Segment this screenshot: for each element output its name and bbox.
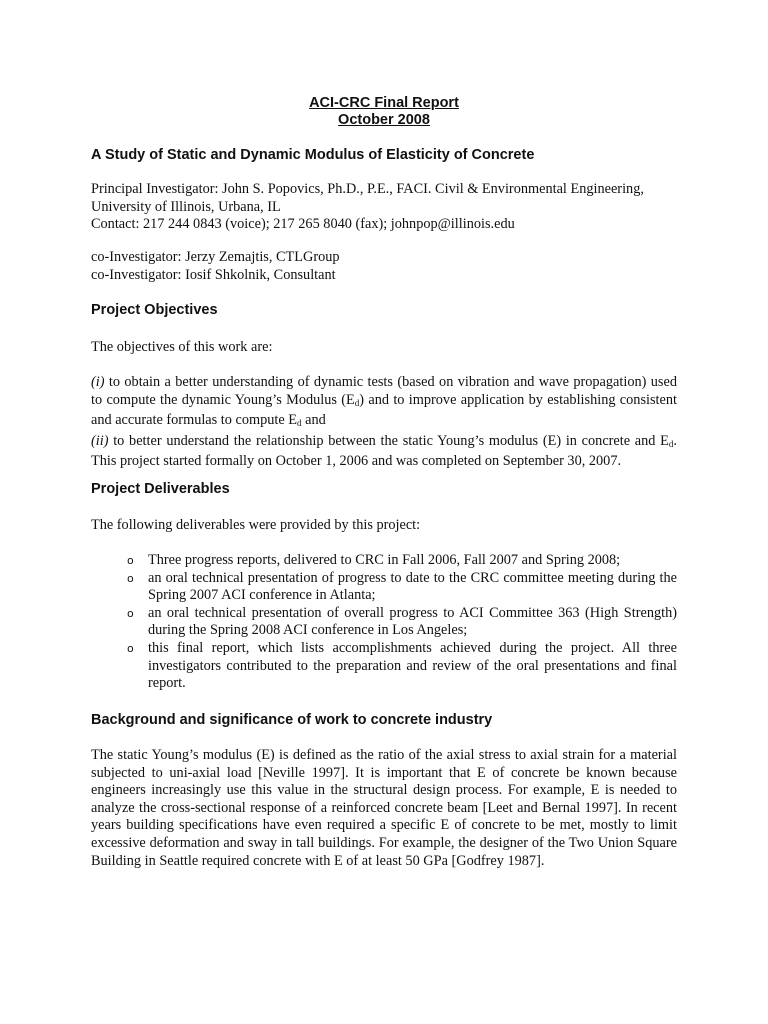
objective-i-text-b: ) and to improve application by establishing consistent and accurate formulas to compute E [91,391,677,429]
bullet-icon: o [127,571,134,585]
list-item-text: an oral technical presentation of progress to date to the CRC committee meeting during the Spring 2007 ACI conference in Atlanta; [148,569,677,604]
bullet-icon: o [127,641,134,655]
subscript-d: d [668,438,674,449]
objectives-intro: The objectives of this work are: [91,339,273,355]
objective-ii-label: (ii) [91,432,109,449]
principal-investigator [91,181,677,234]
bullet-icon: o [127,554,134,567]
background-paragraph: The static Young’s modulus (E) is defined as the ratio of the axial stress to axial strain for a material subjected to uni-axial load [Neville 1997]. It is important that E of concrete be known because engineers increasingly use this value in the structural design process. For example, E is needed to analyze the cross-sectional response of a reinforced concrete beam [Leet and Bernal 1997]. In recent years building specifications have even required a specific E of concrete to be met, mostly to limit excessive deformation and sway in tall buildings. For example, the designer of the Two Union Square Building in Seattle required concrete with E of at least 50 GPa [Godfrey 1987]. [91,747,677,869]
subscript-d: d [354,397,360,408]
objectives-body [91,374,677,471]
contact-line: Contact: 217 244 0843 (voice); 217 265 8040 (fax); johnpop@illinois.edu [91,216,515,233]
list-item-text: an oral technical presentation of overall progress to ACI Committee 363 (High Strength) during the Spring 2008 ACI conference in Los Angeles; [148,604,677,639]
deliverables-heading: Project Deliverables [91,481,230,497]
background-heading: Background and significance of work to concrete industry [91,712,493,728]
co-investigator-2: co-Investigator: Iosif Shkolnik, Consultant [91,266,336,283]
co-investigators [91,249,677,284]
deliverables-list-wrap [91,552,677,693]
list-item-text: Three progress reports, delivered to CRC in Fall 2006, Fall 2007 and Spring 2008; [148,552,621,568]
deliverables-list [91,552,677,693]
deliverables-intro: The following deliverables were provided by this project: [91,517,421,533]
objective-ii-text-b: . This project started formally on October 1, 2006 and was completed on September 30, 2007. [91,432,677,470]
document-title: A Study of Static and Dynamic Modulus of Elasticity of Concrete [91,147,535,163]
principal-line-1: Principal Investigator: John S. Popovics, Ph.D., P.E., FACI. Civil & Environmental Engineering, [91,181,644,197]
subscript-d: d [297,418,302,429]
co-investigator-1: co-Investigator: Jerzy Zemajtis, CTLGroup [91,249,340,265]
objective-ii-text-a: to better understand the relationship between the static Young’s modulus (E) in concrete and E [108,432,669,449]
report-date-line: October 2008 [338,112,430,128]
list-item [91,552,677,570]
list-item [91,640,677,693]
report-header [0,95,768,129]
objective-i [91,374,677,433]
list-item-text: this final report, which lists accomplishments achieved during the project. All three investigators contributed to the preparation and review of the oral presentations and final report. [148,639,677,692]
objective-ii [91,433,677,471]
principal-line-2: University of Illinois, Urbana, IL [91,198,281,215]
bullet-icon: o [127,606,134,620]
list-item [91,605,677,640]
objective-i-text-a: to obtain a better understanding of dynamic tests (based on vibration and wave propagation) used to compute the dynamic Young’s Modulus (E [91,374,677,408]
report-title-line: ACI-CRC Final Report [309,95,459,111]
objectives-heading: Project Objectives [91,302,218,318]
objective-i-text-c: and [301,412,326,429]
objective-i-label: (i) [91,374,105,390]
list-item [91,570,677,605]
